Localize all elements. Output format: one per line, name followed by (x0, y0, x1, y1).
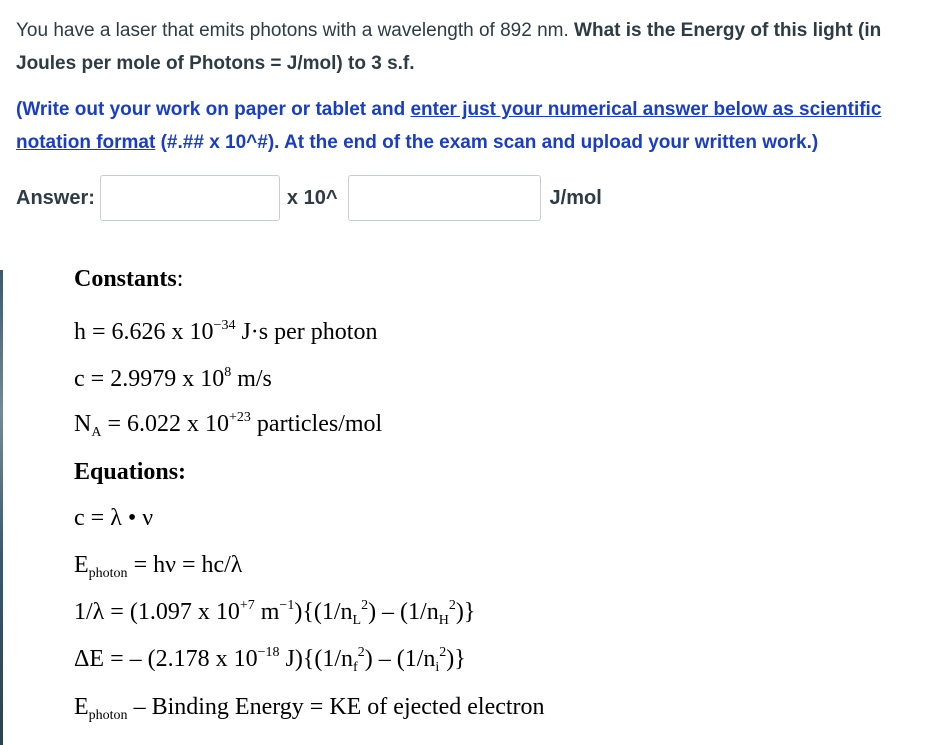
eq3-e1: +7 (239, 598, 255, 613)
equation-1 (74, 505, 153, 532)
constant-na-base: = 6.022 x 10 (101, 411, 230, 437)
equation-5-symbol: E (74, 694, 89, 720)
eq3-c: ){(1/n (294, 599, 353, 625)
constants-heading-text: Constants (74, 266, 177, 292)
eq4-b: J){(1/n (279, 646, 354, 672)
eq3-f: )} (455, 599, 476, 625)
equations-heading-text: Equations: (74, 459, 187, 485)
question-bold: What is the Energy of this light (in Joules per mole of Photons = J/mol) to 3 s.f. (16, 20, 882, 74)
unit-label: J/mol (549, 186, 602, 209)
exponent-input[interactable] (348, 175, 541, 221)
equation-2 (74, 552, 242, 579)
equation-1-text: c = λ • ν (74, 505, 154, 531)
equation-2-sub: photon (88, 566, 128, 581)
eq3-b: m (254, 599, 280, 625)
equation-2-rest: = hν = hc/λ (127, 552, 243, 578)
constant-c-base: c = 2.9979 x 10 (74, 366, 225, 392)
eq3-e: ) – (1/n (368, 599, 439, 625)
eq4-e2: 2 (357, 645, 365, 660)
equations-heading (74, 459, 186, 486)
eq4-e1: −18 (257, 645, 280, 660)
eq4-d: )} (446, 646, 466, 672)
constants-colon: : (176, 266, 184, 292)
instruction-text (16, 93, 916, 159)
equation-2-symbol: E (74, 552, 89, 578)
instruction-part1: (Write out your work on paper or tablet and (16, 99, 411, 120)
constant-c-unit: m/s (231, 366, 272, 392)
eq4-s2: i (435, 660, 440, 675)
constant-na-exp: +23 (229, 410, 251, 425)
constant-h-base: h = 6.626 x 10 (74, 319, 214, 345)
eq4-s1: f (353, 660, 358, 675)
constant-na-unit: particles/mol (250, 411, 383, 437)
eq3-s1: L (352, 613, 362, 628)
equation-3 (74, 599, 475, 626)
constant-h (74, 319, 377, 346)
constant-na (74, 411, 382, 438)
equation-5 (74, 694, 545, 721)
eq3-e2: −1 (279, 598, 295, 613)
question-intro: You have a laser that emits photons with a wavelength of 892 nm. (16, 20, 575, 41)
equation-4 (74, 646, 466, 673)
times-ten-label: x 10^ (286, 186, 338, 209)
eq3-a: 1/λ = (1.097 x 10 (74, 599, 240, 625)
eq3-e3: 2 (361, 598, 369, 613)
constant-na-sub: A (91, 425, 102, 440)
answer-label: Answer: (16, 186, 95, 209)
constant-h-exp: −34 (213, 318, 236, 333)
instruction-part2: (#.## x 10^#). At the end of the exam scan and upload your written work.) (155, 132, 819, 153)
constant-na-symbol: N (74, 411, 92, 437)
constants-heading (74, 266, 183, 293)
eq4-a: ΔE = – (2.178 x 10 (74, 646, 258, 672)
equation-5-sub: photon (88, 708, 128, 723)
constant-c-exp: 8 (224, 365, 232, 380)
eq4-e3: 2 (439, 645, 447, 660)
answer-row (16, 172, 602, 224)
constant-c (74, 366, 272, 393)
eq3-s2: H (438, 613, 449, 628)
mantissa-input[interactable] (100, 175, 280, 221)
eq4-c: ) – (1/n (364, 646, 436, 672)
equation-5-rest: – Binding Energy = KE of ejected electron (127, 694, 545, 720)
left-edge-strip (0, 270, 3, 745)
instruction-underlined: enter just your numerical answer below as scientific notation format (16, 99, 882, 153)
constant-h-unit: J·s per photon (235, 319, 378, 345)
question-text (16, 14, 916, 80)
eq3-e4: 2 (448, 598, 456, 613)
